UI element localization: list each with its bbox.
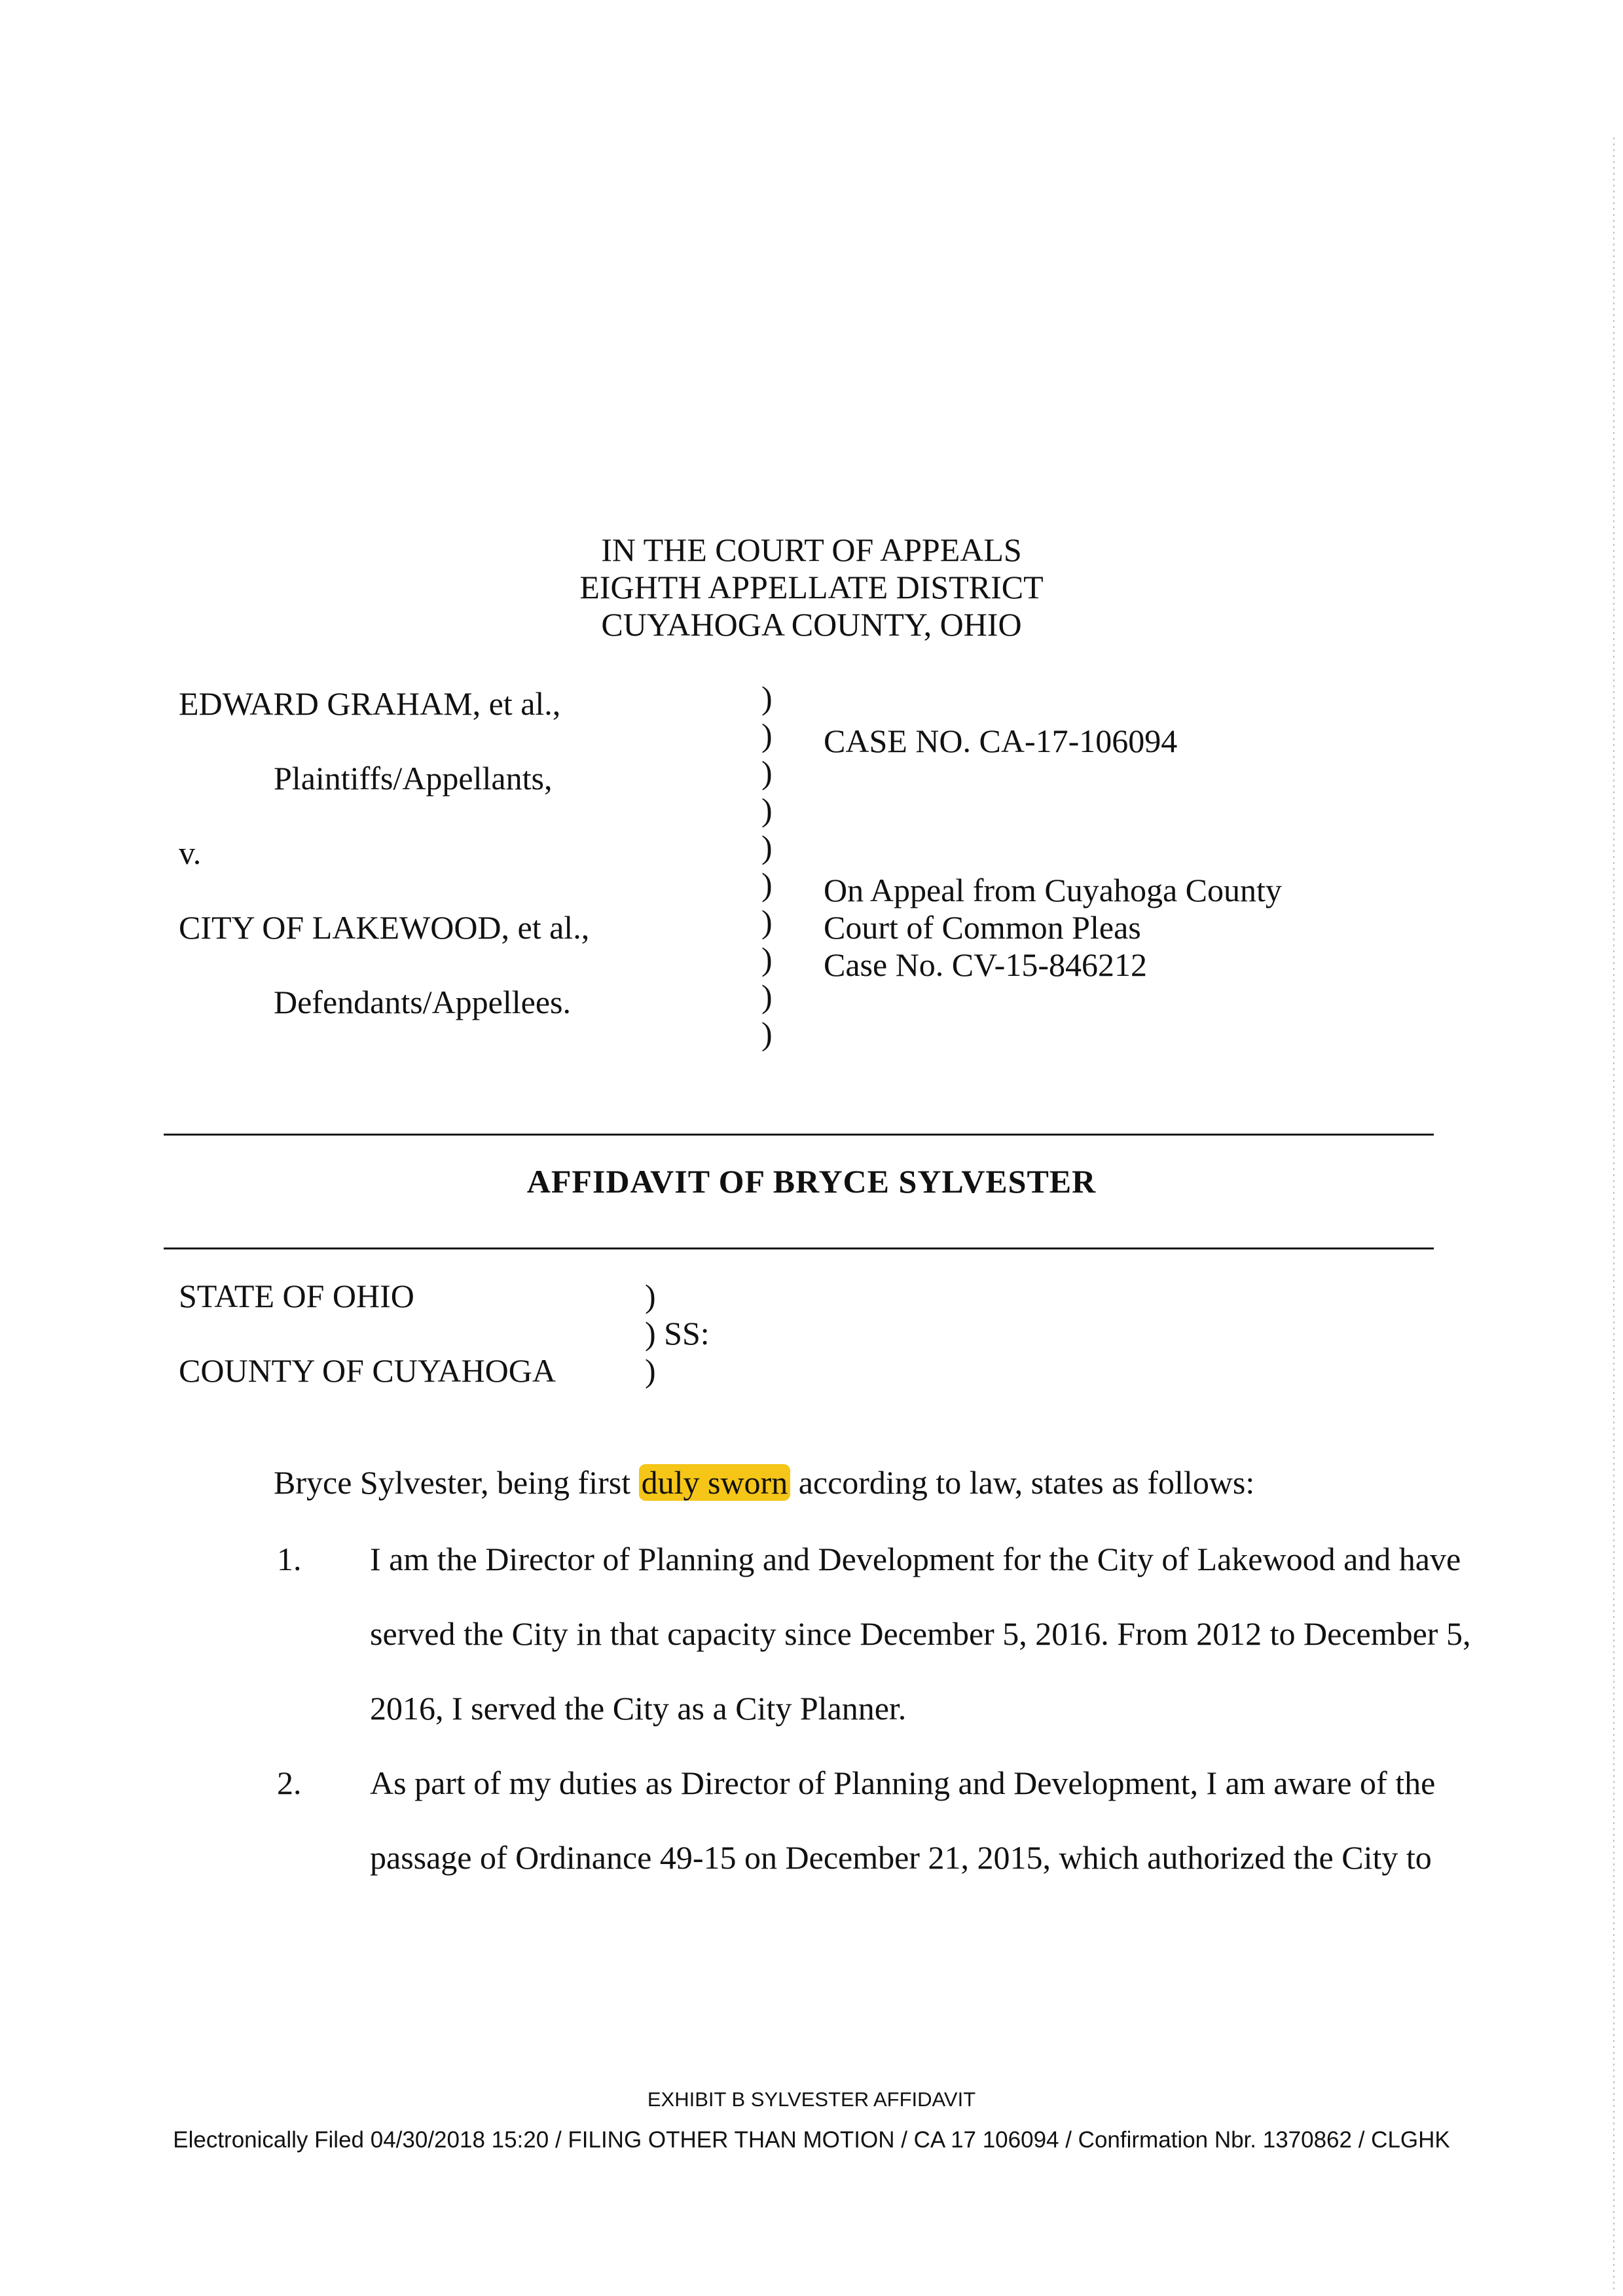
intro-text: according to law, states as follows: [790,1464,1255,1501]
exhibit-label: EXHIBIT B SYLVESTER AFFIDAVIT [647,2088,976,2111]
court-district: EIGHTH APPELLATE DISTRICT [579,569,1044,605]
paren: ) [761,866,773,903]
paragraph-line: As part of my duties as Director of Planning and Development, I am aware of the [370,1765,1436,1801]
caption-parentheses [761,679,773,1052]
paren: ) [761,717,773,753]
paren: ) [761,941,773,977]
defendant-name: CITY OF LAKEWOOD, et al., [179,909,590,946]
paren: ) [761,1015,773,1052]
paragraph-line: 2016, I served the City as a City Planner. [370,1690,907,1727]
paren: ) [761,829,773,865]
paragraph-line: served the City in that capacity since December 5, 2016. From 2012 to December 5, [370,1615,1471,1652]
appeal-origin-line2: Court of Common Pleas [824,909,1141,946]
lower-case-number: Case No. CV-15-846212 [824,946,1147,983]
appeal-origin-line1: On Appeal from Cuyahoga County [824,872,1282,908]
paren: ) [761,754,773,791]
divider-bottom [164,1247,1434,1249]
document-title: AFFIDAVIT OF BRYCE SYLVESTER [526,1163,1097,1200]
paragraph-line: passage of Ordinance 49-15 on December 21, 2015, which authorized the City to [370,1839,1432,1876]
paragraph-line: I am the Director of Planning and Development for the City of Lakewood and have [370,1541,1461,1577]
highlighted-text[interactable]: duly sworn [639,1464,791,1501]
paren: ) [761,679,773,716]
venue-ss: ) SS: [645,1315,710,1352]
affiant-intro [274,1466,1254,1499]
paren: ) [761,791,773,828]
intro-text: Bryce Sylvester, being first [274,1464,639,1501]
paragraph-number: 1. [277,1541,302,1577]
divider-top [164,1134,1434,1136]
filing-stamp: Electronically Filed 04/30/2018 15:20 / FILING OTHER THAN MOTION / CA 17 106094 / Confirmation Nbr. 1370862 / CLGHK [173,2127,1450,2153]
venue-paren: ) [645,1278,656,1314]
venue-county: COUNTY OF CUYAHOGA [179,1352,556,1389]
plaintiff-name: EDWARD GRAHAM, et al., [179,685,561,722]
court-name: IN THE COURT OF APPEALS [601,531,1022,568]
scan-edge-line [1613,137,1614,2291]
paren: ) [761,903,773,940]
court-header [0,531,1623,643]
defendant-role: Defendants/Appellees. [274,984,572,1020]
paragraph-number: 2. [277,1765,302,1801]
court-county: CUYAHOGA COUNTY, OHIO [601,606,1022,643]
versus-label: v. [179,834,202,871]
plaintiff-role: Plaintiffs/Appellants, [274,760,553,797]
case-number: CASE NO. CA-17-106094 [824,723,1178,759]
venue-state: STATE OF OHIO [179,1278,414,1314]
venue-paren: ) [645,1352,656,1389]
paren: ) [761,978,773,1014]
